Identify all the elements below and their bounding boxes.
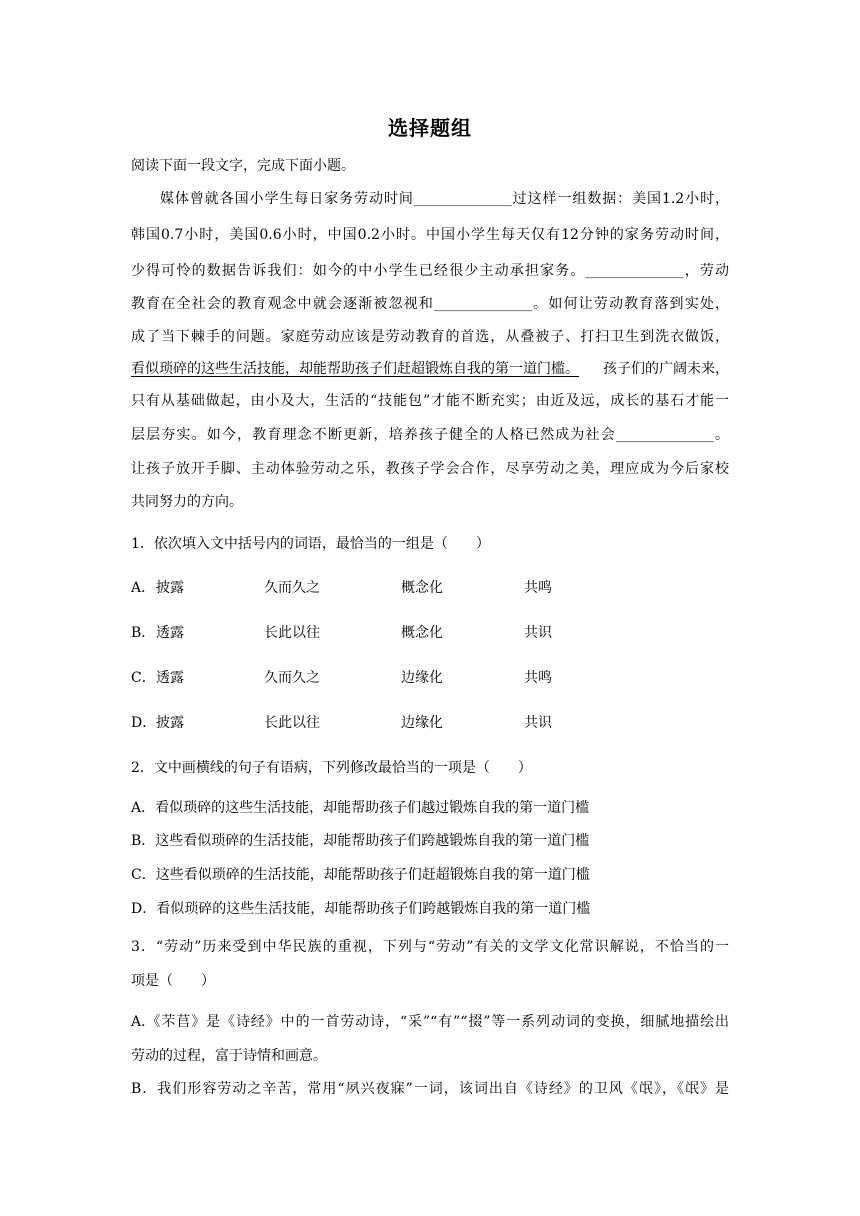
passage-line: 只有从基础做起，由小及大，生活的“技能包”才能不断充实；由近及远，成长的基石才能一 [131,393,729,409]
option-word: 共识 [524,715,552,731]
option-word: 久而久之 [264,580,320,596]
question-2-option-b[interactable]: B．这些看似琐碎的生活技能，却能帮助孩子们跨越锻炼自我的第一道门槛 [131,833,590,849]
question-2-option-c[interactable]: C．这些看似琐碎的生活技能，却能帮助孩子们赶超锻炼自我的第一道门槛 [131,867,590,883]
option-word: 概念化 [401,625,443,641]
option-word: 共鸣 [524,670,552,686]
option-word: 透露 [156,625,184,641]
option-word: 披露 [156,580,184,596]
option-letter: D． [131,715,157,731]
question-2-stem: 2．文中画横线的句子有语病，下列修改最恰当的一项是（ ） [131,760,532,776]
question-3-option-b[interactable]: B．我们形容劳动之辛苦，常用“夙兴夜寐”一词，该词出自《诗经》的卫风《氓》，《氓》是 [131,1081,729,1097]
passage-line: 层层夯实。如今，教育理念不断更新，培养孩子健全的人格已然成为社会______________。 [131,427,729,443]
passage-continuation: 孩子们的广阔未来， [603,361,729,377]
option-word: 概念化 [401,580,443,596]
underlined-sentence: 看似琐碎的这些生活技能，却能帮助孩子们赶超锻炼自我的第一道门槛。 [131,361,579,377]
option-letter: A． [131,580,156,596]
question-3-option-a[interactable]: A.《芣苢》是《诗经》中的一首劳动诗，“采”“有”“掇”等一系列动词的变换，细腻地描绘出 [131,1014,729,1030]
option-letter: C． [131,670,156,686]
question-3-option-a-cont[interactable]: 劳动的过程，富于诗情和画意。 [131,1048,327,1064]
passage-line: 少得可怜的数据告诉我们：如今的中小学生已经很少主动承担家务。______________，劳动 [131,263,729,279]
option-word: 披露 [156,715,184,731]
option-word: 久而久之 [264,670,320,686]
question-2-option-d[interactable]: D．看似琐碎的这些生活技能，却能帮助孩子们跨越锻炼自我的第一道门槛 [131,901,591,917]
question-3-stem: 3．“劳动”历来受到中华民族的重视，下列与“劳动”有关的文学文化常识解说，不恰当的一 [131,939,729,955]
option-word: 长此以往 [264,625,320,641]
option-word: 长此以往 [264,715,320,731]
instruction-text: 阅读下面一段文字，完成下面小题。 [131,158,355,174]
question-1-stem: 1．依次填入文中括号内的词语，最恰当的一组是（ ） [131,536,490,552]
passage-line [131,359,729,379]
option-letter: B． [131,625,156,641]
option-word: 共识 [524,625,552,641]
passage-line: 共同努力的方向。 [131,494,243,510]
passage-line: 媒体曾就各国小学生每日家务劳动时间______________过这样一组数据：美国1.2小时， [160,191,729,207]
passage-line: 教育在全社会的教育观念中就会逐渐被忽视和______________。如何让劳动教育落到实处， [131,296,729,312]
option-word: 边缘化 [401,715,443,731]
passage-line: 让孩子放开手脚、主动体验劳动之乐，教孩子学会合作，尽享劳动之美，理应成为今后家校 [131,461,729,477]
passage-line: 成了当下棘手的问题。家庭劳动应该是劳动教育的首选，从叠被子、打扫卫生到洗衣做饭， [131,329,729,345]
passage-line: 韩国0.7小时，美国0.6小时，中国0.2小时。中国小学生每天仅有12分钟的家务劳动时间， [131,227,729,243]
question-3-stem-cont: 项是（ ） [131,973,215,989]
question-2-option-a[interactable]: A．看似琐碎的这些生活技能，却能帮助孩子们越过锻炼自我的第一道门槛 [131,800,590,816]
option-word: 边缘化 [401,670,443,686]
page-title: 选择题组 [388,116,472,140]
option-word: 共鸣 [524,580,552,596]
option-word: 透露 [156,670,184,686]
